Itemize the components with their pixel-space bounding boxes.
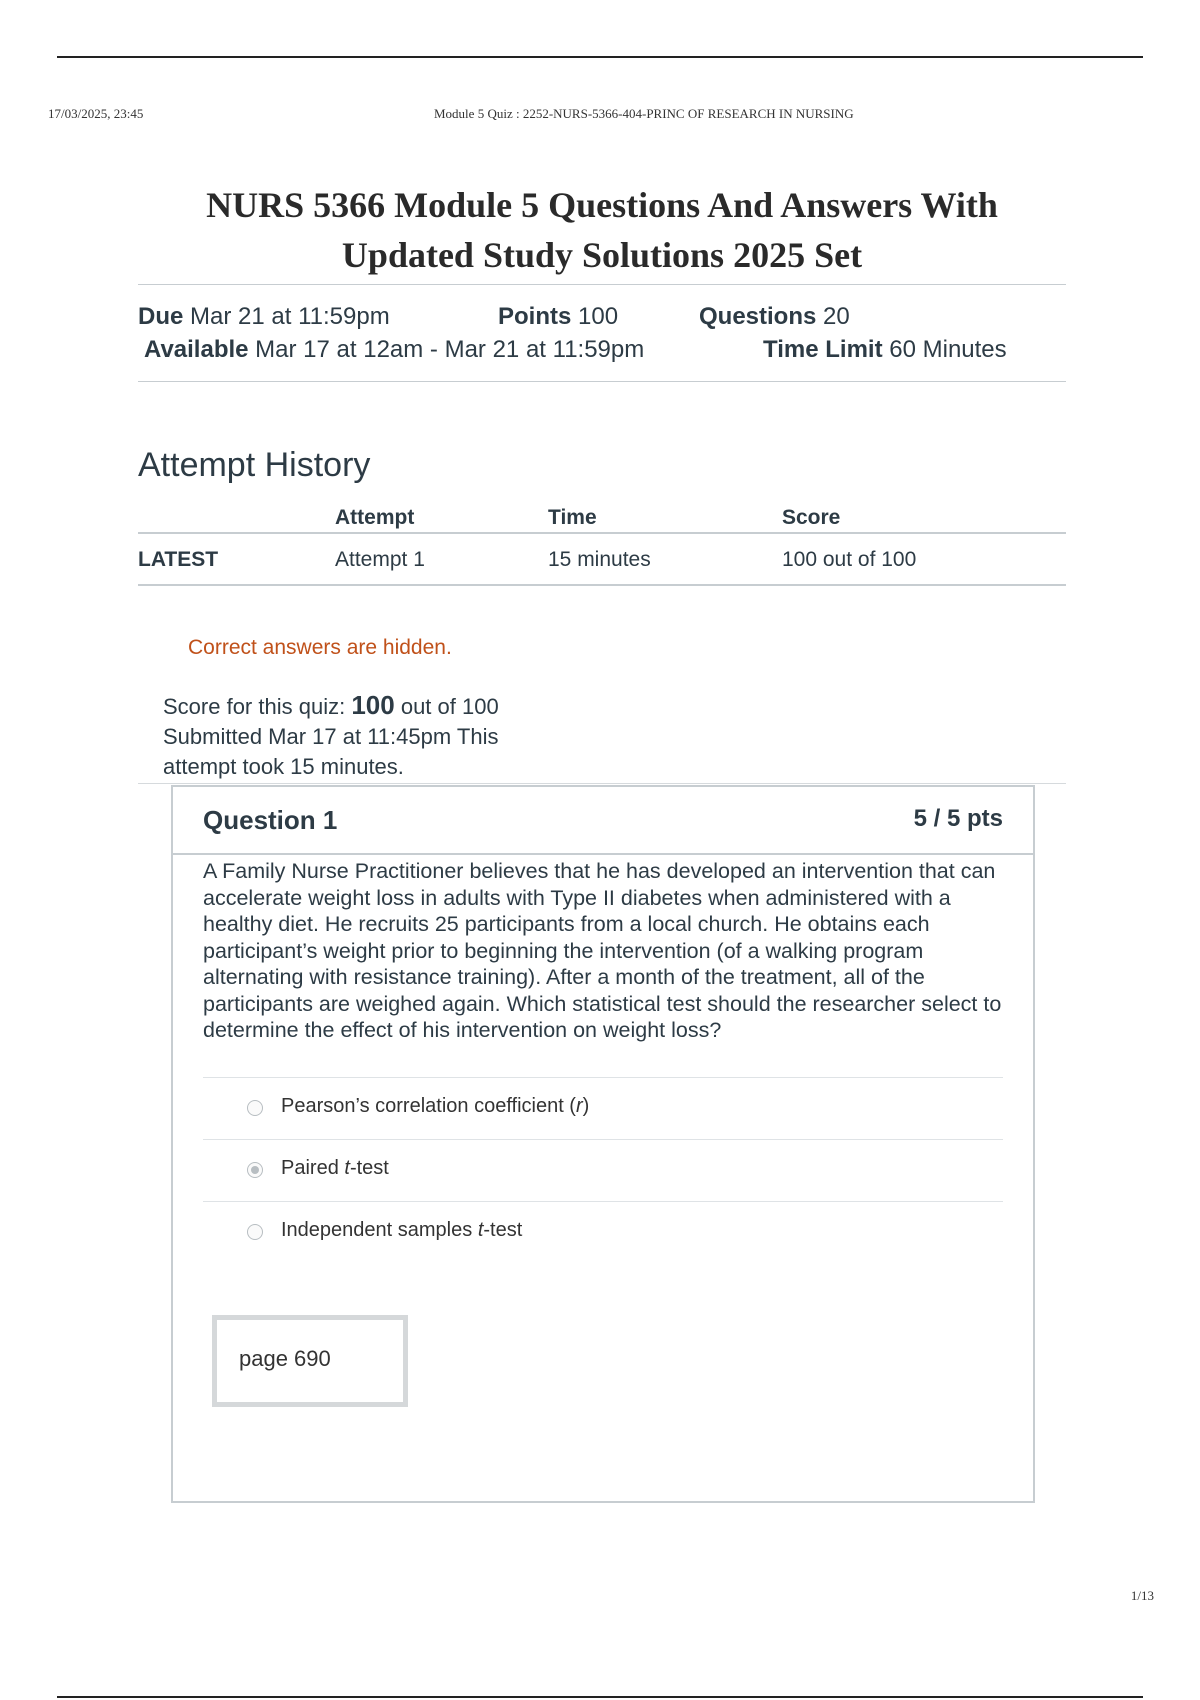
top-rule bbox=[57, 56, 1143, 58]
answers-hidden-notice: Correct answers are hidden. bbox=[188, 636, 452, 659]
attempt-time: 15 minutes bbox=[548, 548, 651, 571]
answer-text: ) bbox=[582, 1095, 590, 1117]
latest-badge: LATEST bbox=[138, 548, 219, 571]
questions-count bbox=[699, 303, 850, 331]
question-points: 5 / 5 pts bbox=[913, 805, 1003, 832]
quiz-details bbox=[138, 285, 1066, 381]
question-title: Question 1 bbox=[203, 805, 338, 835]
score-value: 100 bbox=[351, 690, 395, 720]
available-label: Available bbox=[144, 336, 249, 363]
page-number: 1/13 bbox=[1130, 1588, 1154, 1603]
score-label: Score for this quiz: bbox=[163, 694, 346, 719]
answer-label bbox=[281, 1095, 589, 1118]
table-header-row bbox=[138, 500, 1066, 534]
due-value: Mar 21 at 11:59pm bbox=[190, 303, 390, 330]
question-text: A Family Nurse Practitioner believes that he has developed an intervention that can accelerate weight loss in adults with Type II diabetes when administered with a healthy diet. He recruits 25 participants from a local church. He obtains each participant’s weight prior to beginning the intervention (of a walking program alternating with resistance training). After a month of the treatment, all of the participants are weighed again. Which statistical test should the researcher select to determine the effect of his intervention on weight loss? bbox=[203, 859, 1002, 1042]
points-label: Points bbox=[498, 303, 572, 330]
points bbox=[498, 303, 618, 331]
table-row bbox=[138, 534, 1066, 586]
bottom-rule bbox=[57, 1696, 1143, 1698]
print-header bbox=[48, 106, 1152, 126]
divider bbox=[138, 783, 1066, 784]
availability bbox=[144, 336, 644, 364]
quiz-header bbox=[138, 180, 1066, 382]
attempt-link[interactable]: Attempt 1 bbox=[335, 548, 425, 571]
attempt-score: 100 out of 100 bbox=[782, 548, 917, 571]
due-label: Due bbox=[138, 303, 184, 330]
column-header-attempt: Attempt bbox=[335, 506, 415, 529]
answer-label bbox=[281, 1157, 389, 1180]
points-value: 100 bbox=[578, 303, 619, 330]
due-date bbox=[138, 303, 390, 331]
time-limit bbox=[763, 336, 1007, 364]
available-value: Mar 17 at 12am - Mar 21 at 11:59pm bbox=[255, 336, 645, 363]
submission-info: Submitted Mar 17 at 11:45pm This attempt took 15 minutes. bbox=[163, 724, 499, 779]
time-limit-value: 60 Minutes bbox=[889, 336, 1007, 363]
answer-text: Independent samples bbox=[281, 1219, 478, 1241]
radio-button[interactable] bbox=[247, 1224, 263, 1240]
answer-italic: t bbox=[344, 1157, 350, 1179]
questions-label: Questions bbox=[699, 303, 817, 330]
question-header bbox=[173, 787, 1033, 855]
print-datetime: 17/03/2025, 23:45 bbox=[48, 106, 144, 121]
answer-text: Paired bbox=[281, 1157, 345, 1179]
attempt-history-title: Attempt History bbox=[138, 446, 371, 484]
answer-option[interactable] bbox=[203, 1078, 1003, 1140]
answer-text: Pearson’s correlation coefficient ( bbox=[281, 1095, 576, 1117]
answer-option-selected[interactable] bbox=[203, 1140, 1003, 1202]
answer-italic: t bbox=[477, 1219, 484, 1241]
attempt-history-table bbox=[138, 500, 1066, 586]
column-header-time: Time bbox=[548, 506, 597, 529]
page-title: NURS 5366 Module 5 Questions And Answers With Updated Study Solutions 2025 Set bbox=[206, 185, 998, 275]
divider bbox=[138, 381, 1066, 382]
answer-list bbox=[203, 1077, 1003, 1263]
answer-option[interactable] bbox=[203, 1202, 1003, 1263]
print-course-title: Module 5 Quiz : 2252-NURS-5366-404-PRINC OF RESEARCH IN NURSING bbox=[434, 106, 854, 121]
answer-italic: r bbox=[575, 1095, 583, 1117]
answer-label bbox=[281, 1219, 522, 1242]
radio-button[interactable] bbox=[247, 1100, 263, 1116]
score-out-of: out of 100 bbox=[400, 694, 499, 719]
time-limit-label: Time Limit bbox=[763, 336, 883, 363]
column-header-score: Score bbox=[782, 506, 841, 529]
score-summary bbox=[163, 690, 543, 782]
answer-text: -test bbox=[483, 1219, 523, 1241]
question-card bbox=[171, 785, 1035, 1503]
questions-value: 20 bbox=[823, 303, 850, 330]
answer-text: -test bbox=[349, 1157, 389, 1179]
comment-text: page 690 bbox=[239, 1346, 331, 1371]
comment-box bbox=[212, 1315, 408, 1407]
radio-button-selected[interactable] bbox=[247, 1162, 263, 1178]
